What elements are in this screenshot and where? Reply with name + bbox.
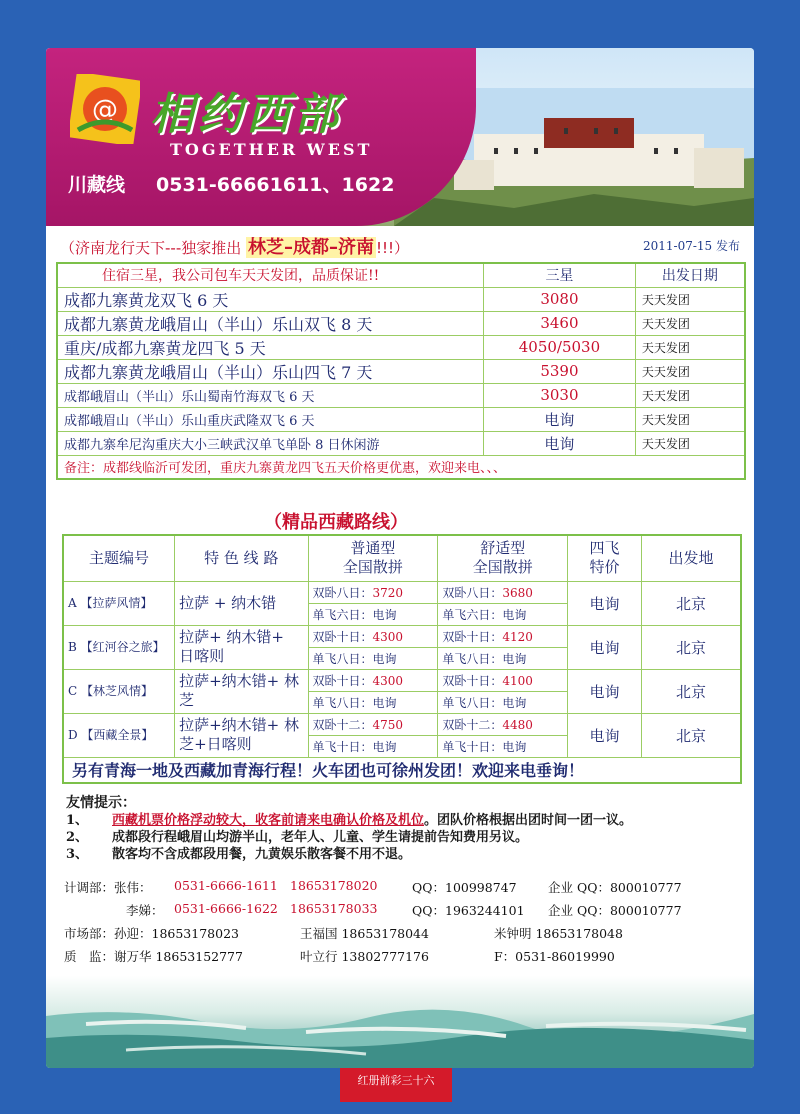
table-row [57, 311, 745, 335]
header-code: 主题编号 [63, 535, 175, 581]
route-departure: 天天发团 [635, 407, 745, 431]
route-price: 3030 [484, 383, 636, 407]
company-logo [70, 74, 140, 144]
route-name: 拉萨 + 纳木错 [175, 581, 308, 625]
header-normal: 普通型 全国散拼 [308, 535, 438, 581]
route-departure: 天天发团 [635, 431, 745, 455]
header-star: 三星 [484, 263, 636, 287]
slogan-row [60, 231, 750, 259]
market-contact: 市场部：孙迎：18653178023 [64, 926, 239, 941]
brand-name: 相约西部 [150, 89, 342, 140]
comfort-fare: 单飞六日：电询 [438, 603, 568, 625]
route-price: 5390 [484, 359, 636, 383]
contact-row [64, 947, 744, 970]
origin: 北京 [641, 669, 741, 713]
table-row [57, 407, 745, 431]
route-departure: 天天发团 [635, 311, 745, 335]
theme-code: C 【林芝风情】 [63, 669, 175, 713]
table-row [57, 335, 745, 359]
normal-fare: 双卧十日：4300 [308, 669, 438, 691]
fly4-price: 电询 [568, 581, 642, 625]
tibet-subtitle: （精品西藏路线） [264, 512, 408, 533]
route-price: 3080 [484, 287, 636, 311]
flyer-page [46, 48, 754, 1068]
normal-fare: 单飞六日：电询 [308, 603, 438, 625]
contact-list [64, 878, 744, 970]
origin: 北京 [641, 713, 741, 757]
normal-fare: 双卧八日：3720 [308, 581, 438, 603]
theme-code: B 【红河谷之旅】 [63, 625, 175, 669]
header-comfort: 舒适型 全国散拼 [438, 535, 568, 581]
header-fly4: 四飞 特价 [568, 535, 642, 581]
route-departure: 天天发团 [635, 335, 745, 359]
normal-fare: 单飞八日：电询 [308, 691, 438, 713]
route-departure: 天天发团 [635, 383, 745, 407]
contact-row [64, 924, 744, 947]
scenery-image [46, 976, 754, 1068]
contact-qq: QQ：1963244101 [412, 903, 525, 918]
table-note-row [57, 455, 745, 479]
table-row [63, 669, 741, 691]
route-name: 成都九寨黄龙峨眉山（半山）乐山四飞 7 天 [57, 359, 484, 383]
table-row [63, 581, 741, 603]
tips-title: 友情提示： [66, 795, 136, 811]
fax-number: F：0531-86019990 [494, 949, 615, 964]
quality-contact: 叶立行 13802777176 [300, 949, 429, 964]
theme-code: D 【西藏全景】 [63, 713, 175, 757]
tibet-routes-table [62, 534, 742, 784]
contact-phone: 0531-6666-1622 [174, 901, 278, 916]
route-departure: 天天发团 [635, 359, 745, 383]
route-price: 电询 [484, 431, 636, 455]
market-contact: 王福国 18653178044 [300, 926, 429, 941]
table-row [63, 713, 741, 735]
contact-name: 李娣： [126, 903, 164, 918]
header-banner [46, 48, 754, 226]
table-row [57, 431, 745, 455]
fly4-price: 电询 [568, 669, 642, 713]
slogan-route: 林芝–成都–济南 [248, 237, 375, 258]
market-contact: 米钟明 18653178048 [494, 926, 623, 941]
table-footer: 另有青海一地及西藏加青海行程！火车团也可徐州发团！欢迎来电垂询！ [63, 757, 741, 783]
route-name: 成都九寨牟尼沟重庆大小三峡武汉单飞单卧 8 日休闲游 [57, 431, 484, 455]
comfort-fare: 双卧十日：4120 [438, 625, 568, 647]
contact-mobile: 18653178033 [290, 901, 378, 916]
publish-date: 2011-07-15 发布 [642, 239, 740, 253]
comfort-fare: 双卧八日：3680 [438, 581, 568, 603]
contact-enterprise-qq: 企业 QQ：800010777 [548, 880, 682, 895]
contact-row [64, 878, 744, 901]
footer-page-tab: 红册前彩三十六 [340, 1068, 452, 1102]
header-title: 住宿三星，我公司包车天天发团，品质保证!! [57, 263, 484, 287]
comfort-fare: 单飞十日：电询 [438, 735, 568, 757]
comfort-fare: 单飞八日：电询 [438, 647, 568, 669]
header-phones: 0531-66661611、1622 [156, 174, 395, 196]
contact-mobile: 18653178020 [290, 878, 378, 893]
normal-fare: 单飞八日：电询 [308, 647, 438, 669]
comfort-fare: 单飞八日：电询 [438, 691, 568, 713]
contact-qq: QQ：100998747 [412, 880, 517, 895]
route-price: 3460 [484, 311, 636, 335]
line-tag: 川藏线 [68, 174, 126, 196]
header-departure: 出发日期 [635, 263, 745, 287]
normal-fare: 双卧十二：4750 [308, 713, 438, 735]
contact-enterprise-qq: 企业 QQ：800010777 [548, 903, 682, 918]
header-route: 特 色 线 路 [175, 535, 308, 581]
header-origin: 出发地 [641, 535, 741, 581]
normal-fare: 单飞十日：电询 [308, 735, 438, 757]
normal-fare: 双卧十日：4300 [308, 625, 438, 647]
table-row [57, 359, 745, 383]
friendly-tips [66, 792, 736, 863]
tip-item: 3、 散客均不含成都段用餐，九黄娱乐散客餐不用不退。 [66, 847, 412, 862]
table-row [57, 383, 745, 407]
route-name: 成都九寨黄龙双飞 6 天 [57, 287, 484, 311]
slogan: （济南龙行天下---独家推出 林芝–成都–济南 !!!） [60, 237, 410, 258]
brand-panel [46, 48, 476, 226]
fly4-price: 电询 [568, 625, 642, 669]
table-note: 备注：成都线临沂可发团，重庆九寨黄龙四飞五天价格更优惠，欢迎来电、、、 [57, 455, 745, 479]
theme-code: A 【拉萨风情】 [63, 581, 175, 625]
route-name: 成都九寨黄龙峨眉山（半山）乐山双飞 8 天 [57, 311, 484, 335]
tip-item: 2、 成都段行程峨眉山均游半山，老年人、儿童、学生请提前告知费用另议。 [66, 830, 529, 845]
comfort-fare: 双卧十日：4100 [438, 669, 568, 691]
brand-english: TOGETHER WEST [170, 140, 373, 159]
quality-contact: 质 监：谢万华 18653152777 [64, 949, 243, 964]
table-header [57, 263, 745, 287]
sichuan-routes-table [56, 262, 746, 480]
route-departure: 天天发团 [635, 287, 745, 311]
table-row [63, 625, 741, 647]
route-name: 重庆/成都九寨黄龙四飞 5 天 [57, 335, 484, 359]
route-price: 4050/5030 [484, 335, 636, 359]
tip-item: 1、 西藏机票价格浮动较大，收客前请来电确认价格及机位。团队价格根据出团时间一团一议。 [66, 813, 633, 828]
route-price: 电询 [484, 407, 636, 431]
route-name: 拉萨+纳木错+ 林芝 [175, 669, 308, 713]
route-name: 拉萨+纳木错+ 林芝+日喀则 [175, 713, 308, 757]
origin: 北京 [641, 581, 741, 625]
contact-name: 计调部：张伟： [64, 880, 152, 895]
origin: 北京 [641, 625, 741, 669]
table-header [63, 535, 741, 581]
route-name: 成都峨眉山（半山）乐山蜀南竹海双飞 6 天 [57, 383, 484, 407]
comfort-fare: 双卧十二：4480 [438, 713, 568, 735]
contact-phone: 0531-6666-1611 [174, 878, 278, 893]
table-footer-row [63, 757, 741, 783]
table-row [57, 287, 745, 311]
contact-row [64, 901, 744, 924]
fly4-price: 电询 [568, 713, 642, 757]
svg-text:@: @ [92, 95, 118, 125]
route-name: 拉萨+ 纳木错+ 日喀则 [175, 625, 308, 669]
route-name: 成都峨眉山（半山）乐山重庆武隆双飞 6 天 [57, 407, 484, 431]
